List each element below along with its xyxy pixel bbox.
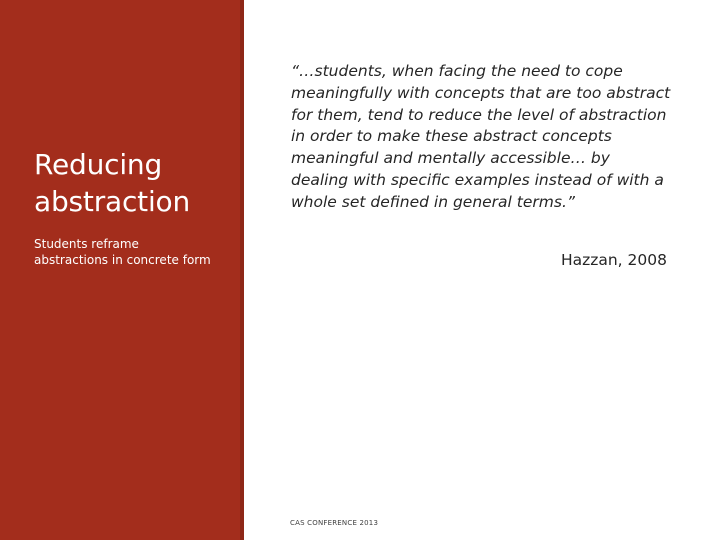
quote-attribution: Hazzan, 2008 [560, 251, 667, 269]
title-panel [0, 0, 240, 540]
slide-title: Reducing abstraction [34, 148, 190, 218]
footer-text: CAS CONFERENCE 2013 [290, 519, 379, 527]
slide-subtitle: Students reframe abstractions in concrete form [34, 237, 211, 267]
panel-divider [240, 0, 244, 540]
quote-text: “…students, when facing the need to cope meaningfully with concepts that are too abstract for them, tend to reduce the level of abstraction in order to make these abstract concepts meaningful and mentally accessible… by dealing with specific examples instead of with a whole set defined in general terms.” [291, 62, 671, 211]
